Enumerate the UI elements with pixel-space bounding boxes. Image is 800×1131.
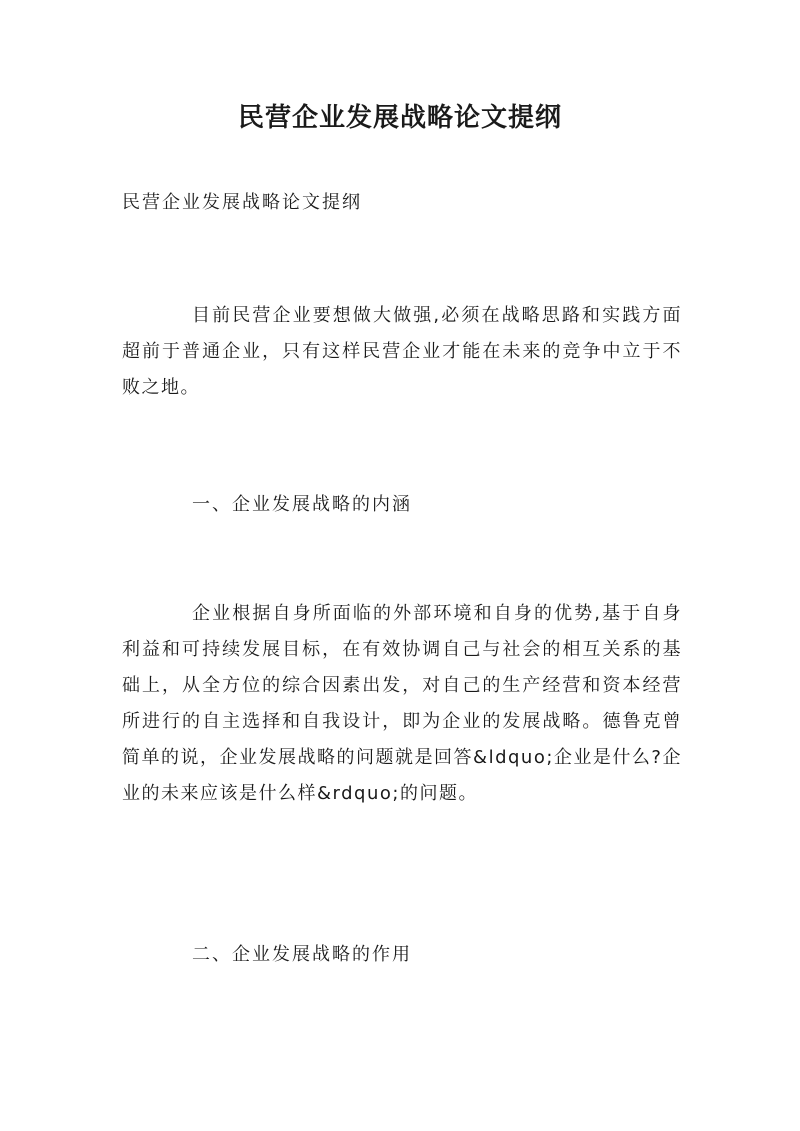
section-heading-2: 二、企业发展战略的作用 (192, 944, 412, 965)
document-subtitle: 民营企业发展战略论文提纲 (122, 192, 362, 213)
section-1-paragraph: 企业根据自身所面临的外部环境和自身的优势,基于自身利益和可持续发展目标，在有效协调自己与社会的相互关系的基础上，从全方位的综合因素出发，对自己的生产经营和资本经营所进行的自主选择和自我设计，即为企业的发展战略。德鲁克曾简单的说，企业发展战略的问题就是回答&ldquo;企业是什么?企业的未来应该是什么样&rdquo;的问题。 (122, 603, 682, 804)
section-heading-1: 一、企业发展战略的内涵 (192, 494, 412, 515)
document-title: 民营企业发展战略论文提纲 (237, 103, 562, 133)
intro-paragraph: 目前民营企业要想做大做强,必须在战略思路和实践方面超前于普通企业，只有这样民营企业才能在未来的竞争中立于不败之地。 (122, 305, 682, 398)
